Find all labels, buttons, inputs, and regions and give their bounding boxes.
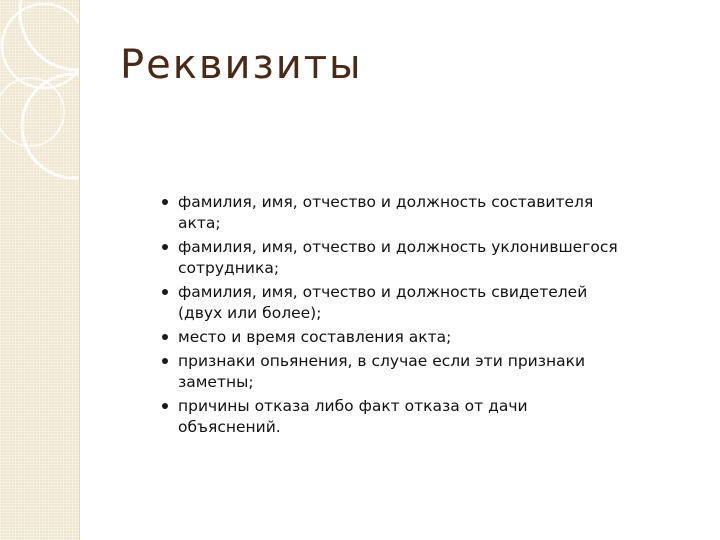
decorative-side-band	[0, 0, 80, 540]
bullet-text: место и время составления акта;	[178, 328, 452, 346]
bullet-item	[162, 327, 632, 348]
bullet-text: фамилия, имя, отчество и должность свидетелей (двух или более);	[178, 283, 588, 322]
bullet-item	[162, 282, 632, 324]
bullet-text: причины отказа либо факт отказа от дачи объяснений.	[178, 397, 528, 436]
bullet-item	[162, 237, 632, 279]
bullet-item	[162, 396, 632, 438]
side-band-divider	[79, 0, 80, 540]
bullet-item	[162, 351, 632, 393]
bullet-icon	[162, 289, 168, 295]
slide-title: Реквизиты	[120, 42, 363, 88]
bullet-icon	[162, 403, 168, 409]
decorative-rings-icon	[0, 0, 80, 540]
bullet-icon	[162, 358, 168, 364]
bullet-icon	[162, 334, 168, 340]
bullet-list	[162, 192, 632, 441]
bullet-item	[162, 192, 632, 234]
bullet-icon	[162, 244, 168, 250]
bullet-icon	[162, 199, 168, 205]
bullet-text: фамилия, имя, отчество и должность составителя акта;	[178, 193, 594, 232]
bullet-text: фамилия, имя, отчество и должность уклонившегося сотрудника;	[178, 238, 618, 277]
bullet-text: признаки опьянения, в случае если эти признаки заметны;	[178, 352, 586, 391]
